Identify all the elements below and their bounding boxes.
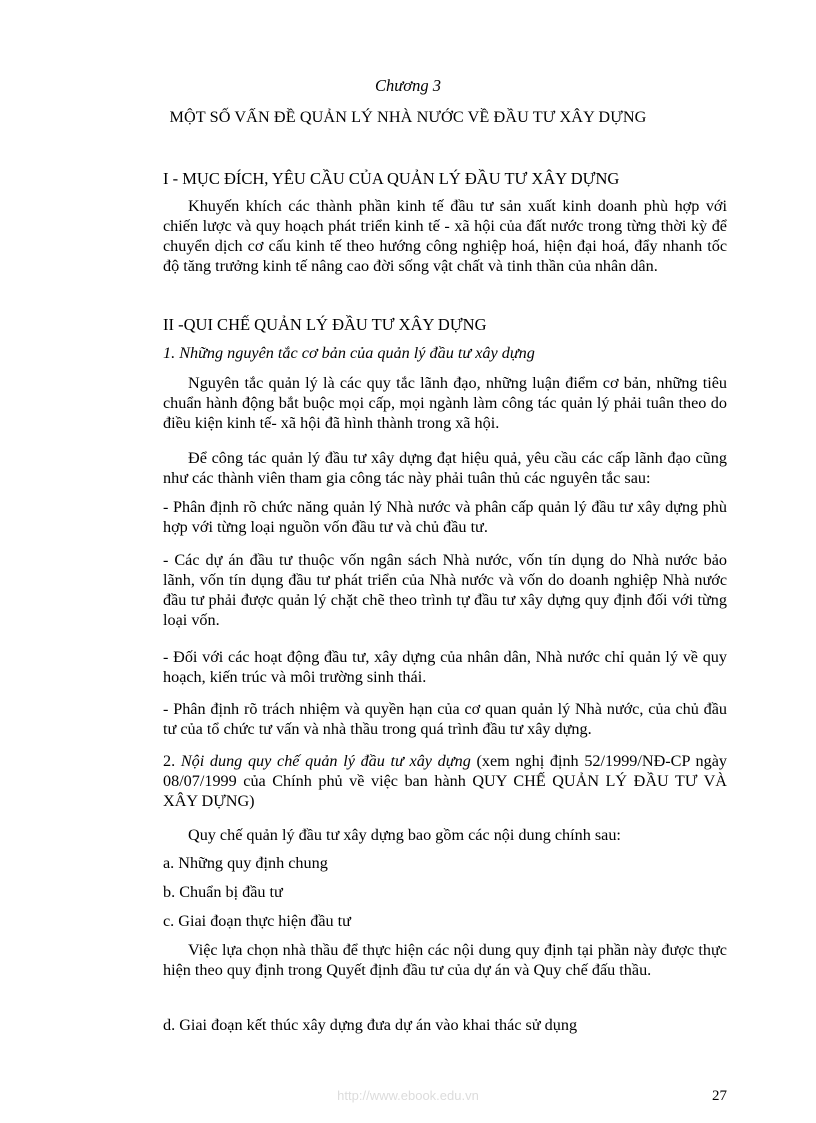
contractor-selection-paragraph: Việc lựa chọn nhà thầu để thực hiện các nội dung quy định tại phần này được thực hiện theo quy định trong Quyết định đầu tư của dự án và Quy chế đấu thầu. — [163, 941, 727, 979]
section-heading-2: II -QUI CHẾ QUẢN LÝ ĐẦU TƯ XÂY DỰNG — [163, 315, 487, 334]
subsection-2-paragraph — [163, 751, 727, 811]
section-heading-1: I - MỤC ĐÍCH, YÊU CẦU CỦA QUẢN LÝ ĐẦU TƯ XÂY DỰNG — [163, 169, 620, 188]
subsection-2-title: Nội dung quy chế quản lý đầu tư xây dựng — [180, 752, 471, 770]
requirements-paragraph: Để công tác quản lý đầu tư xây dựng đạt hiệu quả, yêu cầu các cấp lãnh đạo cũng như các thành viên tham gia công tác này phải tuân thủ các nguyên tắc sau: — [163, 449, 727, 487]
contents-intro: Quy chế quản lý đầu tư xây dựng bao gồm các nội dung chính sau: — [188, 826, 621, 844]
list-item-d: d. Giai đoạn kết thúc xây dựng đưa dự án vào khai thác sử dụng — [163, 1016, 578, 1034]
subsection-1-title: 1. Những nguyên tắc cơ bản của quản lý đầu tư xây dựng — [163, 344, 535, 362]
footer-url-watermark: http://www.ebook.edu.vn — [337, 1088, 479, 1103]
bullet-item-1: - Phân định rõ chức năng quản lý Nhà nước và phân cấp quản lý đầu tư xây dựng phù hợp với từng loại nguồn vốn đầu tư và chủ đầu tư. — [163, 498, 727, 536]
list-item-a: a. Những quy định chung — [163, 854, 328, 872]
section-1-paragraph: Khuyến khích các thành phần kinh tế đầu tư sản xuất kinh doanh phù hợp với chiến lược và quy hoạch phát triển kinh tế - xã hội của đất nước trong từng thời kỳ để chuyển dịch cơ cấu kinh tế theo hướng công nghiệp hoá, hiện đại hoá, đẩy nhanh tốc độ tăng trưởng kinh tế nâng cao đời sống vật chất và tinh thần của nhân dân. — [163, 197, 727, 275]
chapter-title: MỘT SỐ VẤN ĐỀ QUẢN LÝ NHÀ NƯỚC VỀ ĐẦU TƯ XÂY DỰNG — [169, 108, 647, 126]
chapter-label: Chương 3 — [375, 76, 441, 95]
subsection-2-note: (xem nghị định 52/1999/NĐ-CP ngày 08/07/1999 của Chính phủ về việc ban hành QUY CHẾ QUẢN LÝ ĐẦU TƯ VÀ XÂY DỰNG) — [163, 752, 728, 810]
subsection-2-number: 2. — [163, 752, 176, 770]
page-number: 27 — [712, 1088, 727, 1104]
bullet-item-4: - Phân định rõ trách nhiệm và quyền hạn của cơ quan quản lý Nhà nước, của chủ đầu tư của tổ chức tư vấn và nhà thầu trong quá trình đầu tư xây dựng. — [163, 700, 727, 738]
bullet-item-3: - Đối với các hoạt động đầu tư, xây dựng của nhân dân, Nhà nước chỉ quản lý về quy hoạch, kiến trúc và môi trường sinh thái. — [163, 648, 727, 686]
bullet-item-2: - Các dự án đầu tư thuộc vốn ngân sách Nhà nước, vốn tín dụng do Nhà nước bảo lãnh, vốn tín dụng đầu tư phát triển của Nhà nước và vốn do doanh nghiệp Nhà nước đầu tư phải được quản lý chặt chẽ theo trình tự đầu tư xây dựng quy định đối với từng loại vốn. — [163, 551, 727, 629]
list-item-c: c. Giai đoạn thực hiện đầu tư — [163, 912, 351, 930]
principles-paragraph: Nguyên tắc quản lý là các quy tắc lãnh đạo, những luận điểm cơ bản, những tiêu chuẩn hành động bắt buộc mọi cấp, mọi ngành làm công tác quản lý phải tuân theo do điều kiện kinh tế- xã hội đã hình thành trong xã hội. — [163, 374, 727, 432]
list-item-b: b. Chuẩn bị đầu tư — [163, 883, 283, 901]
